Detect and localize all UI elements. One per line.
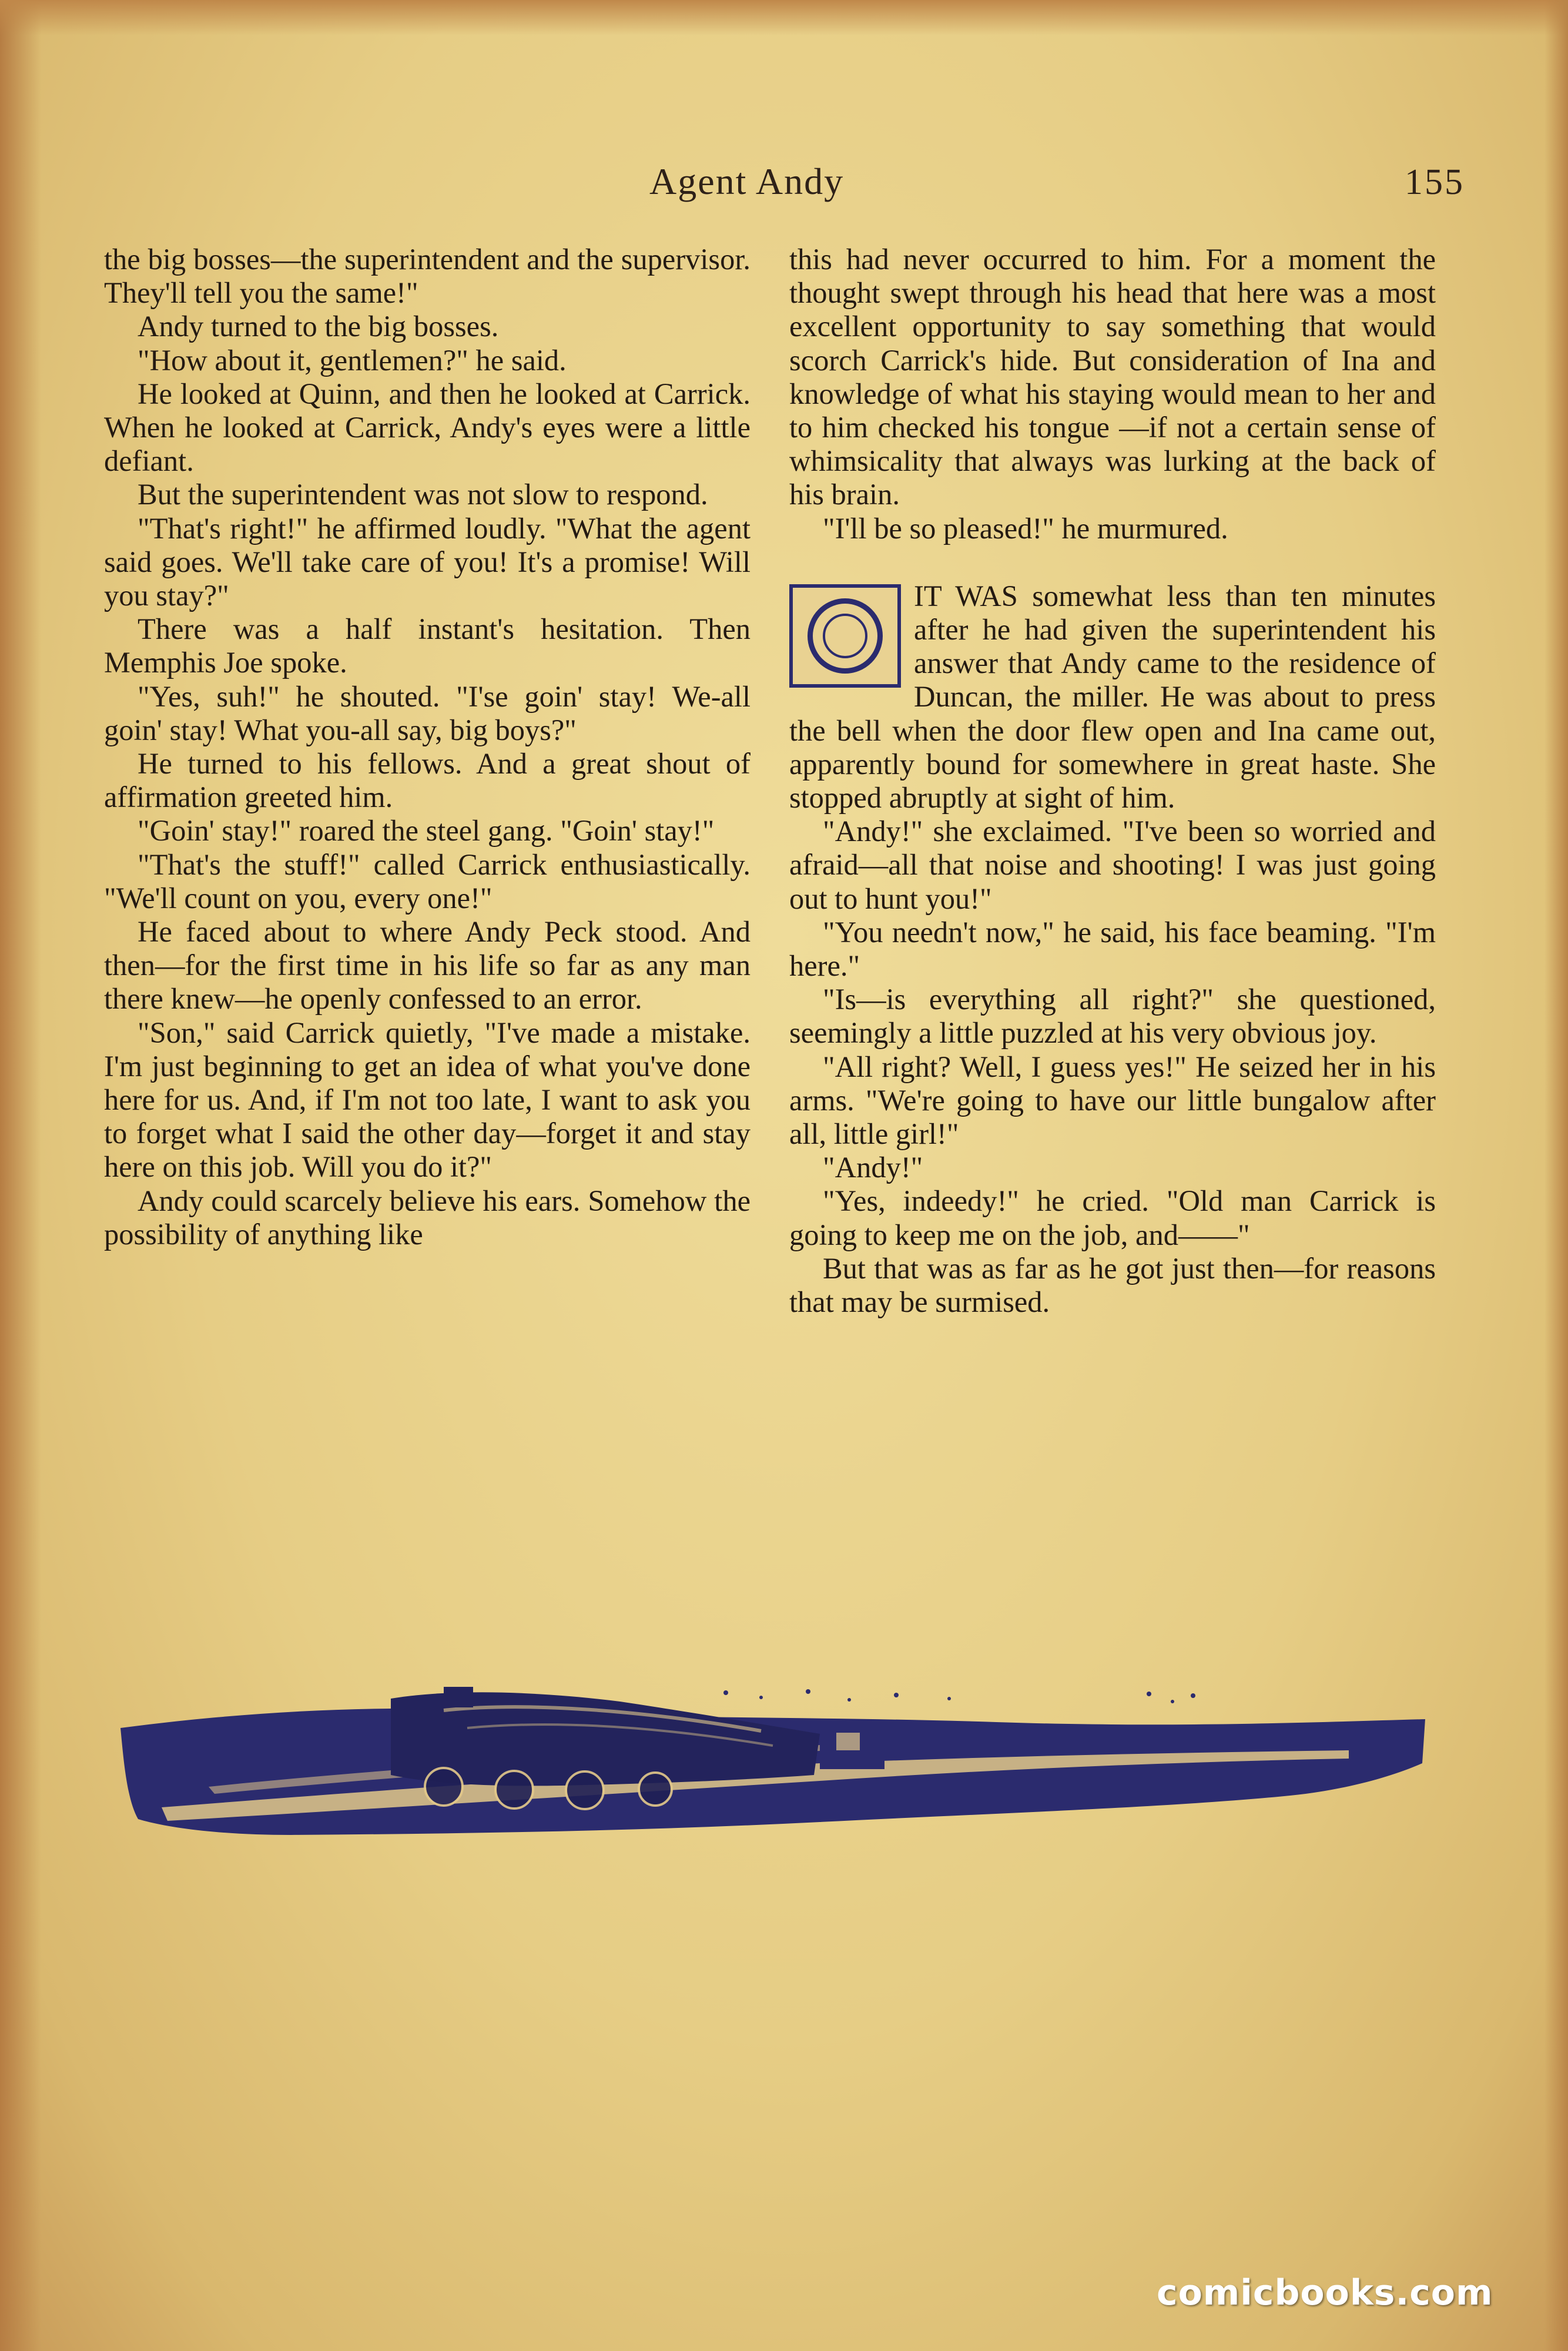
- paragraph: "Yes, suh!" he shouted. "I'se goin' stay! We-all goin' stay! What you-all say, big boys?": [104, 679, 751, 746]
- paragraph: "All right? Well, I guess yes!" He seized her in his arms. "We're going to have our little bungalow after all, little girl!": [789, 1050, 1436, 1151]
- page-edge-shadow-left: [0, 0, 41, 2351]
- paragraph: "You needn't now," he said, his face beaming. "I'm here.": [789, 915, 1436, 983]
- right-column: [789, 243, 1436, 1319]
- watermark-logo: comicbooks.com: [1157, 2272, 1493, 2313]
- page-edge-shadow-top: [0, 0, 1568, 35]
- drop-cap-letter: [808, 598, 883, 674]
- left-column: [104, 243, 751, 1251]
- paragraph: But the superintendent was not slow to respond.: [138, 478, 708, 511]
- paragraph: Andy turned to the big bosses.: [138, 310, 499, 343]
- paragraph: Andy could scarcely believe his ears. Somehow the possibility of anything like: [104, 1184, 751, 1251]
- paragraph: "Goin' stay!" roared the steel gang. "Goin' stay!": [138, 814, 715, 848]
- paragraph: But that was as far as he got just then—for reasons that may be surmised.: [789, 1251, 1436, 1319]
- paragraph: this had never occurred to him. For a moment the thought swept through his head that here was a most excellent opportunity to say something that would scorch Carrick's hide. But consideration of Ina and knowledge of what his staying would mean to her and to him checked his tongue —if not a certain sense of whimsicality that always was lurking at the back of his brain.: [789, 243, 1436, 511]
- paragraph: "That's right!" he affirmed loudly. "What the agent said goes. We'll take care of you! It's a promise! Will you stay?": [104, 511, 751, 612]
- paragraph: He turned to his fellows. And a great shout of affirmation greeted him.: [104, 747, 751, 814]
- paragraph: He looked at Quinn, and then he looked at Carrick. When he looked at Carrick, Andy's eyes were a little defiant.: [104, 377, 751, 478]
- drop-cap-ornament: [789, 584, 901, 688]
- paragraph: "How about it, gentlemen?" he said.: [138, 343, 567, 377]
- paragraph: There was a half instant's hesitation. Then Memphis Joe spoke.: [104, 612, 751, 679]
- running-title: Agent Andy: [649, 160, 845, 202]
- locomotive-illustration: [115, 1687, 1431, 1840]
- paragraph: "Yes, indeedy!" he cried. "Old man Carrick is going to keep me on the job, and——": [789, 1184, 1436, 1251]
- paragraph: "That's the stuff!" called Carrick enthusiastically. "We'll count on you, every one!": [104, 848, 751, 915]
- paragraph: He faced about to where Andy Peck stood. And then—for the first time in his life so far as any man there knew—he openly confessed to an error.: [104, 915, 751, 1016]
- page-number: 155: [1405, 162, 1465, 202]
- paragraph: "I'll be so pleased!" he murmured.: [823, 511, 1228, 545]
- paragraph: "Andy!": [823, 1151, 923, 1184]
- paragraph: "Son," said Carrick quietly, "I've made a mistake. I'm just beginning to get an idea of what you've done here for us. And, if I'm not too late, I want to ask you to forget what I said the other day—forget it and stay here on this job. Will you do it?": [104, 1016, 751, 1184]
- section-break: [789, 580, 1436, 1319]
- paragraph: "Andy!" she exclaimed. "I've been so worried and afraid—all that noise and shooting! I was just going out to hunt you!": [789, 815, 1436, 915]
- paragraph: the big bosses—the superintendent and the supervisor. They'll tell you the same!": [104, 243, 751, 310]
- paragraph: IT WAS somewhat less than ten minutes after he had given the superintendent his answer that Andy came to the residence of Duncan, the miller. He was about to press the bell when the door flew open and Ina came out, apparently bound for somewhere in great haste. She stopped abruptly at sight of him.: [789, 579, 1436, 815]
- paragraph: "Is—is everything all right?" she questioned, seemingly a little puzzled at his very obvious joy.: [789, 983, 1436, 1050]
- page-edge-shadow-right: [1544, 0, 1568, 2351]
